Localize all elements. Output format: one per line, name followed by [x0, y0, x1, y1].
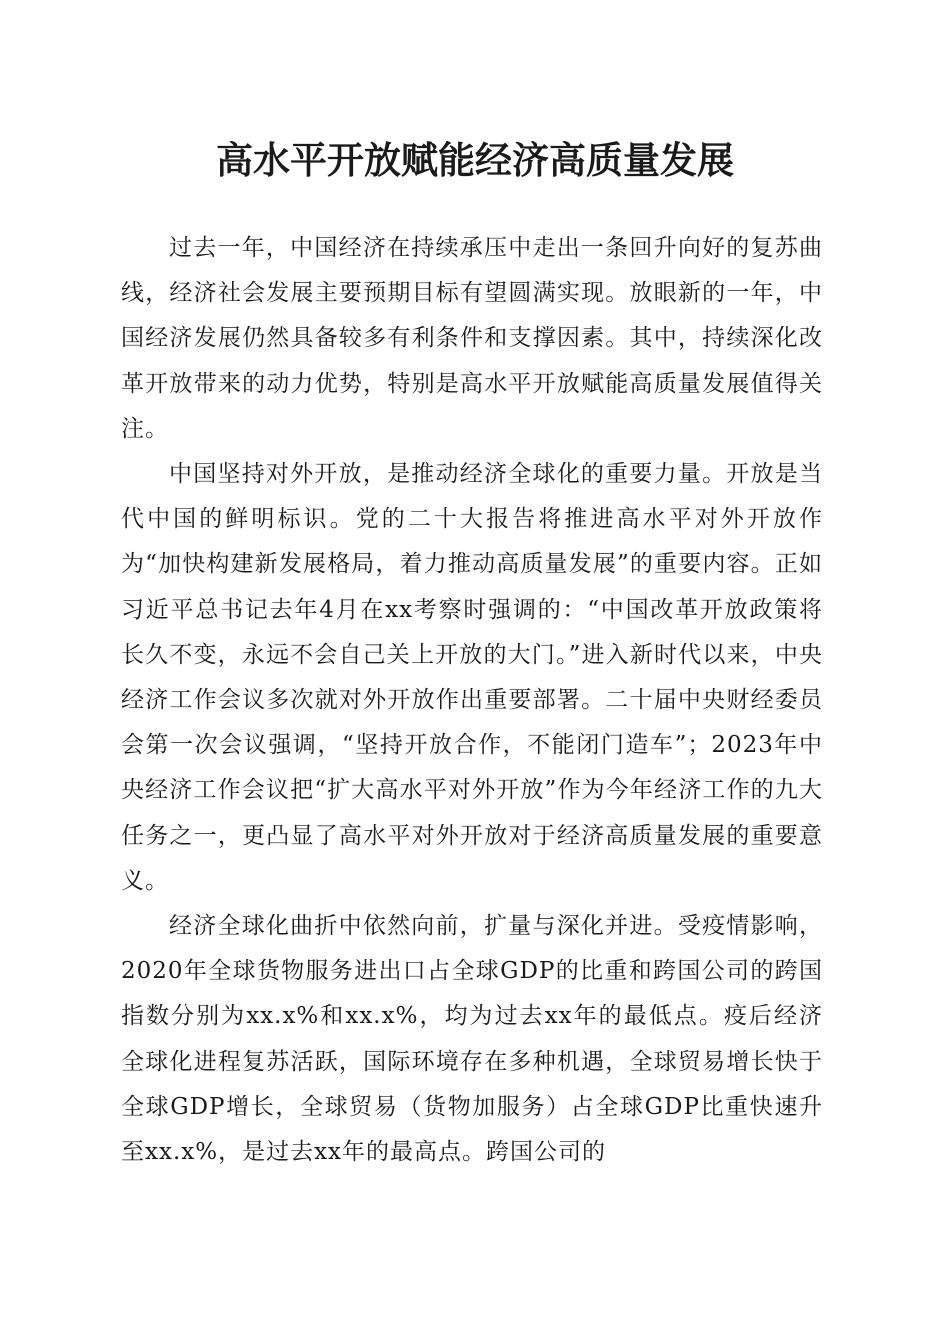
paragraph: 过去一年，中国经济在持续承压中走出一条回升向好的复苏曲线，经济社会发展主要预期目标有望圆满实现。放眼新的一年，中国经济发展仍然具备较多有利条件和支撑因素。其中，持续深化改革开放带来的动力优势，特别是高水平开放赋能高质量发展值得关注。: [121, 235, 823, 442]
paragraph: 中国坚持对外开放，是推动经济全球化的重要力量。开放是当代中国的鲜明标识。党的二十大报告将推进高水平对外开放作为“加快构建新发展格局，着力推动高质量发展”的重要内容。正如习近平总书记去年4月在xx考察时强调的：“中国改革开放政策将长久不变，永远不会自己关上开放的大门。”进入新时代以来，中央经济工作会议多次就对外开放作出重要部署。二十届中央财经委员会第一次会议强调，“坚持开放合作，不能闭门造车”；2023年中央经济工作会议把“扩大高水平对外开放”作为今年经济工作的九大任务之一，更凸显了高水平对外开放对于经济高质量发展的重要意义。: [121, 461, 823, 894]
paragraph: 经济全球化曲折中依然向前，扩量与深化并进。受疫情影响，2020年全球货物服务进出口占全球GDP的比重和跨国公司的跨国指数分别为xx.x%和xx.x%，均为过去xx年的最低点。疫后经济全球化进程复苏活跃，国际环境存在多种机遇，全球贸易增长快于全球GDP增长，全球贸易（货物加服务）占全球GDP比重快速升至xx.x%，是过去xx年的最高点。跨国公司的: [121, 913, 823, 1166]
document-title: 高水平开放赋能经济高质量发展: [216, 138, 734, 182]
document-body: [121, 226, 823, 1175]
